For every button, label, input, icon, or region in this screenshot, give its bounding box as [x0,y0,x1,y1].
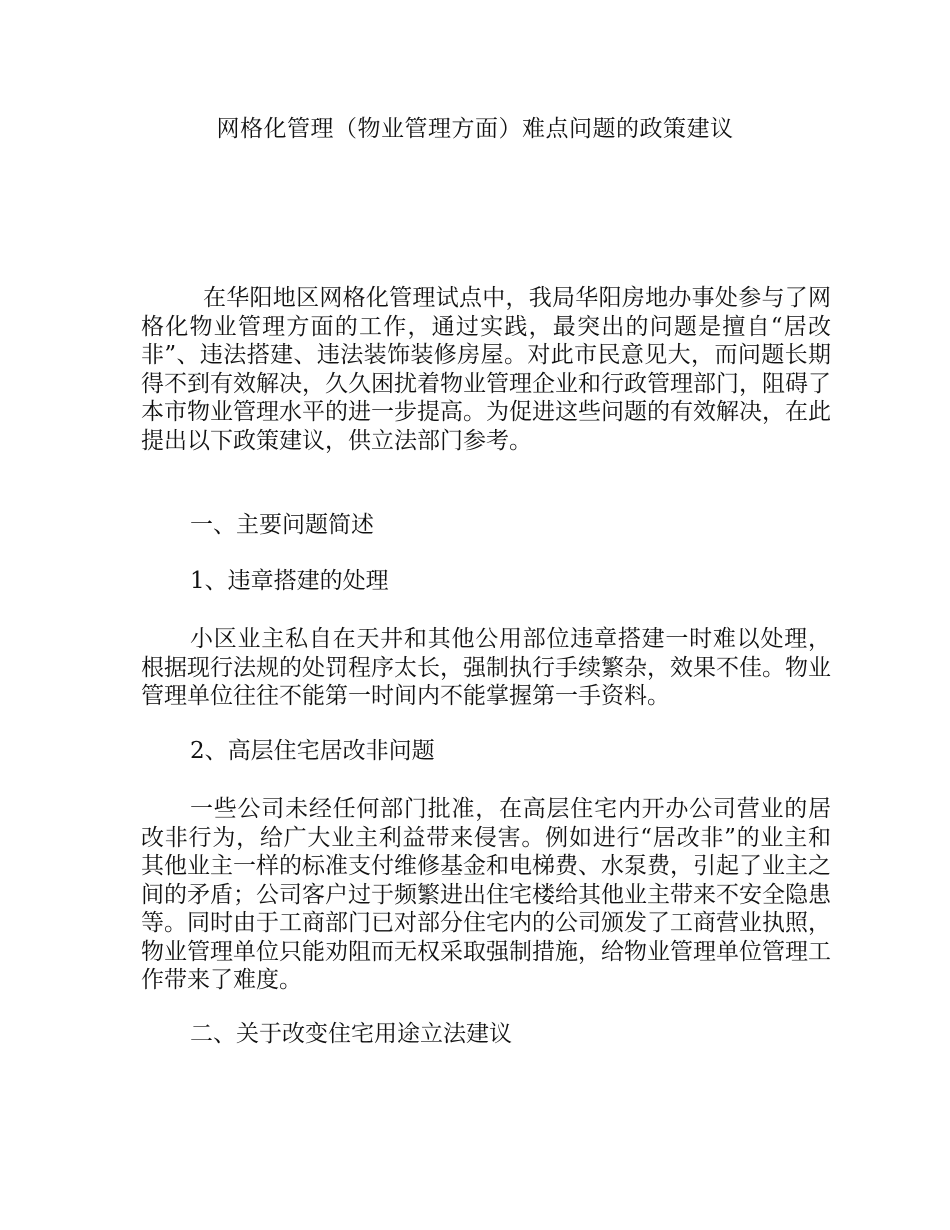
subsection-heading-residential-conversion: 2、高层住宅居改非问题 [190,738,435,764]
subsection-heading-illegal-construction: 1、违章搭建的处理 [190,568,389,594]
document-title: 网格化管理（物业管理方面）难点问题的政策建议 [216,116,734,142]
intro-paragraph: 在华阳地区网格化管理试点中，我局华阳房地办事处参与了网格化物业管理方面的工作，通过实践，最突出的问题是擅自“居改非”、违法搭建、违法装饰装修房屋。对此市民意见大，而问题长期得不到有效解决，久久困扰着物业管理企业和行政管理部门，阻碍了本市物业管理水平的进一步提高。为促进这些问题的有效解决，在此提出以下政策建议，供立法部门参考。 [141,285,831,454]
section-heading-main-issues: 一、主要问题简述 [190,512,374,538]
section-heading-legislative-proposal: 二、关于改变住宅用途立法建议 [190,1021,512,1047]
residential-conversion-paragraph: 一些公司未经任何部门批准，在高层住宅内开办公司营业的居改非行为，给广大业主利益带来侵害。例如进行“居改非”的业主和其他业主一样的标准支付维修基金和电梯费、水泵费，引起了业主之间的矛盾；公司客户过于频繁进出住宅楼给其他业主带来不安全隐患等。同时由于工商部门已对部分住宅内的公司颁发了工商营业执照，物业管理单位只能劝阻而无权采取强制措施，给物业管理单位管理工作带来了难度。 [141,796,831,993]
illegal-construction-paragraph: 小区业主私自在天井和其他公用部位违章搭建一时难以处理，根据现行法规的处罚程序太长，强制执行手续繁杂，效果不佳。物业管理单位往往不能第一时间内不能掌握第一手资料。 [141,626,831,709]
